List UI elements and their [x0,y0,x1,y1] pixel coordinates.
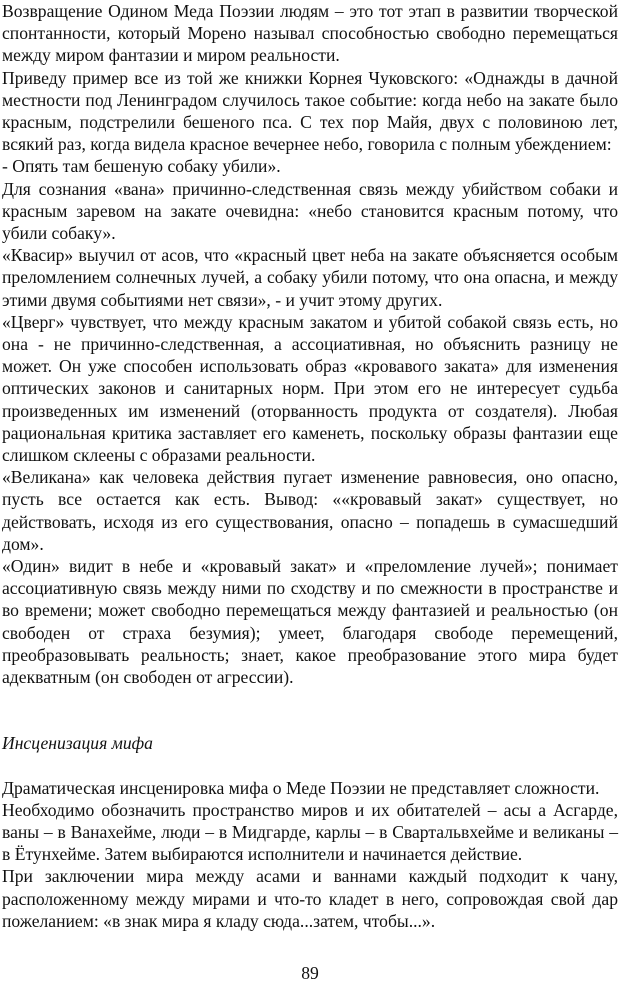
paragraph-van-consciousness: Для сознания «вана» причинно-следственная связь между убийством собаки и красным заревом на закате очевидна: «небо становится красным потому, что убили собаку». [2,178,618,244]
paragraph-dramatization: Драматическая инсценировка мифа о Меде Поэзии не представляет сложности. [2,777,600,798]
paragraph-peace-vat: При заключении мира между асами и ваннами каждый подходит к чану, расположенному между мирами и что-то кладет в него, сопровождая свой дар пожеланием: «в знак мира я кладу сюда...затем, чтобы...». [2,866,618,931]
page-text-body [2,0,618,932]
paragraph-giant: «Великана» как человека действия пугает изменение равновесия, оно опасно, пусть все остается как есть. Вывод: ««кровавый закат» существует, но действовать, исходя из его существования, опасно – попадешь в сумасшедший дом». [2,467,618,554]
paragraph-chukovsky-example: Приведу пример все из той же книжки Корнея Чуковского: «Однажды в дачной местности под Ленинградом случилось такое событие: когда небо на закате было красным, подстрелили бешеного пса. С тех пор Майя, двух с половиною лет, всякий раз, когда видела красное вечернее небо, говорила с полным убеждением: [2,67,618,155]
paragraph-quote-dog: - Опять там бешеную собаку убили». [2,156,281,177]
paragraph-odin-sees: «Один» видит в небе и «кровавый закат» и «преломление лучей»; понимает ассоциативную связь между ними по сходству и по смежности в пространстве и во времени; может свободно перемещаться между фантазией и реальностью (он свободен от страха безумия); умеет, благодаря свободе перемещений, преобразовывать реальность; знает, какое преобразование этого мира будет адекватным (он свободен от агрессии). [2,556,618,688]
paragraph-odin-mead-return: Возвращение Одином Меда Поэзии людям – это тот этап в развитии творческой спонтанности, который Морено называл способностью свободно перемещаться между миром фантазии и миром реальности. [2,1,618,66]
section-heading: Инсценизация мифа [2,733,153,754]
spacer-before-heading [2,688,618,732]
page-number: 89 [301,963,319,983]
paragraph-dwarf: «Цверг» чувствует, что между красным закатом и убитой собакой связь есть, но она - не причинно-следственная, а ассоциативная, но объяснить разницу не может. Он уже способен использовать образ «кровавого заката» для изменения оптических законов и санитарных норм. При этом его не интересует судьба произведенных им изменений (оторванность продукта от создателя). Любая рациональная критика заставляет его каменеть, поскольку образы фантазии еще слишком склеены с образами реальности. [2,311,618,466]
spacer-after-heading [2,755,618,777]
paragraph-kvasir: «Квасир» выучил от асов, что «красный цвет неба на закате объясняется особым преломлением солнечных лучей, а собаку убили потому, что она опасна, и между этими двумя событиями нет связи», - и учит этому других. [2,245,618,310]
paragraph-worlds-space: Необходимо обозначить пространство миров и их обитателей – асы а Асгарде, ваны – в Ванахейме, люди – в Мидгарде, карлы – в Свартальвхейме и великаны – в Ётунхейме. Затем выбираются исполнители и начинается действие. [2,799,618,865]
